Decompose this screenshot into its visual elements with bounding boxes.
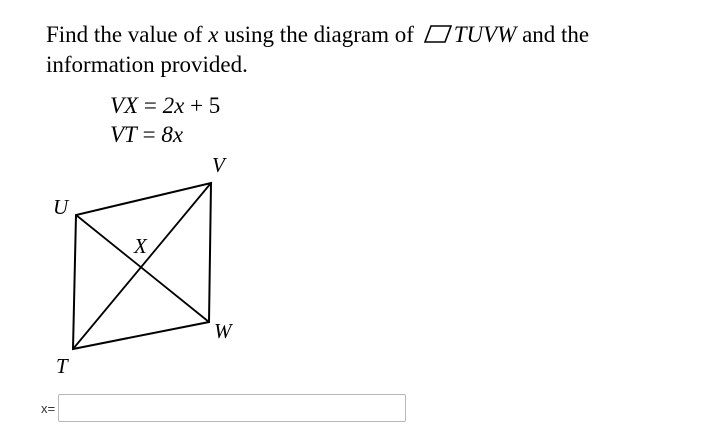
equation-vt: VT = 8x <box>110 122 184 147</box>
question-text: Find the value of x using the diagram of TUVW and the information provided. <box>46 22 590 77</box>
equation-vx: VX = 2x + 5 <box>110 93 221 118</box>
vertex-label-w: W <box>214 319 232 343</box>
variable-x: x <box>208 22 219 47</box>
vertex-label-t: T <box>56 354 68 378</box>
diagonal-uw <box>76 215 209 322</box>
vertex-label-v: V <box>212 153 225 177</box>
diagonal-tv <box>73 183 211 349</box>
answer-label: x= <box>41 400 56 416</box>
answer-row <box>41 393 406 423</box>
answer-input[interactable] <box>58 394 406 422</box>
vertex-label-u: U <box>53 195 69 219</box>
figure-name: TUVW <box>453 22 517 47</box>
intersection-label-x: X <box>134 234 147 258</box>
